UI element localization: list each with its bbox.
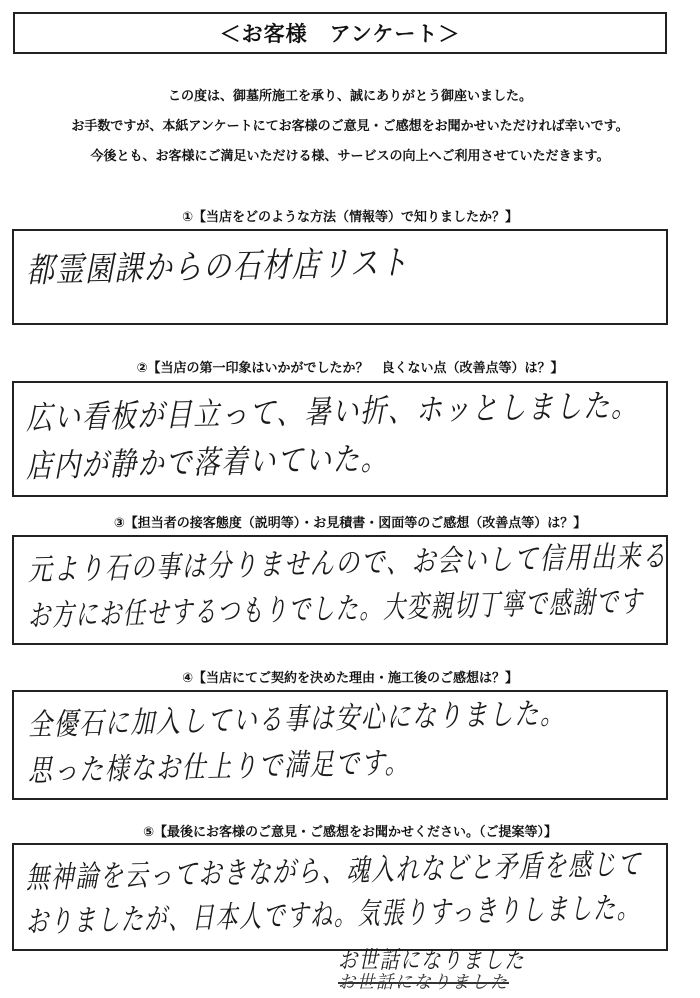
answer-5-line-1: 無神論を云っておきながら、魂入れなどと矛盾を感じて bbox=[25, 847, 643, 896]
question-4-answer-box[interactable] bbox=[12, 690, 668, 800]
question-3-label: ③【担当者の接客態度（説明等）・お見積書・図面等のご感想（改善点等）は？】 bbox=[113, 516, 587, 531]
question-3-answer-box[interactable] bbox=[12, 535, 668, 645]
answer-1-line-1: 都霊園課からの石材店リスト bbox=[25, 242, 410, 291]
question-2-answer-box[interactable] bbox=[12, 381, 668, 497]
answer-2-line-2: 店内が静かで落着いていた。 bbox=[25, 439, 389, 485]
answer-2-line-1: 広い看板が目立って、暑い折、ホッとしました。 bbox=[25, 385, 640, 437]
question-5-answer-box[interactable] bbox=[12, 843, 668, 951]
answer-3-line-1: 元より石の事は分りませんので、お会いして信用出来る bbox=[27, 539, 668, 588]
survey-title: ＜お客様 アンケート＞ bbox=[13, 12, 667, 54]
question-1-label: ①【当店をどのような方法（情報等）で知りましたか？】 bbox=[181, 210, 518, 225]
answer-4-line-1: 全優石に加入している事は安心になりました。 bbox=[27, 696, 566, 743]
answer-3-line-2: お方にお任せするつもりでした。大変親切丁寧で感謝です bbox=[27, 584, 644, 634]
answer-4-line-2: 思った様なお仕上りで満足です。 bbox=[27, 745, 411, 789]
answer-5-struck-postscript: お世話になりました bbox=[338, 972, 509, 993]
question-4-label: ④【当店にてご契約を決めた理由・施工後のご感想は？】 bbox=[181, 671, 518, 686]
intro-line-2: お手数ですが、本紙アンケートにてお客様のご意見・ご感想をお聞かせいただければ幸いです。 bbox=[71, 119, 629, 134]
question-5-label: ⑤【最後にお客様のご意見・ご感想をお聞かせください。（ご提案等）】 bbox=[142, 825, 557, 840]
question-1-answer-box[interactable] bbox=[12, 229, 668, 325]
answer-5-postscript: お世話になりました bbox=[338, 946, 526, 974]
intro-line-1: この度は、御墓所施工を承り、誠にありがとう御座いました。 bbox=[167, 89, 532, 104]
intro-line-3: 今後とも、お客様にご満足いただける様、サービスの向上へご利用させていただきます。 bbox=[90, 149, 610, 164]
answer-5-line-2: おりましたが、日本人ですね。気張りすっきりしました。 bbox=[25, 890, 641, 940]
question-2-label: ②【当店の第一印象はいかがでしたか？ 良くない点（改善点等）は？】 bbox=[136, 361, 564, 376]
